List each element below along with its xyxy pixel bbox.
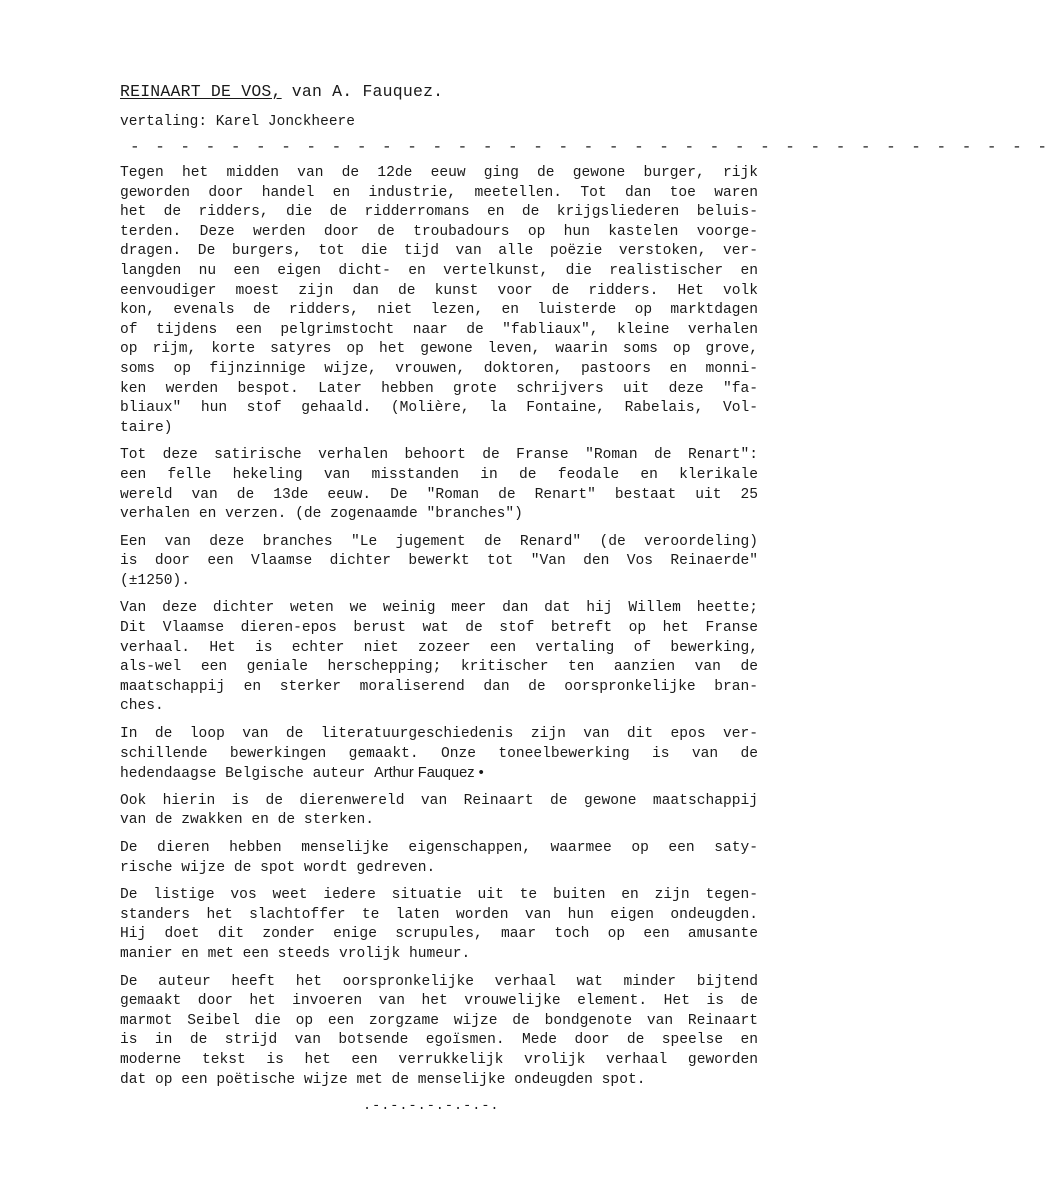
- text-line: (±1250).: [120, 572, 191, 589]
- document-title: [120, 82, 443, 101]
- text-line: De listige vos weet iedere situatie uit te buiten en zijn tegen-: [120, 887, 758, 904]
- text-line: verhalen en verzen. (de zogenaamde "branches"): [120, 506, 523, 523]
- text-line: De auteur heeft het oorspronkelijke verhaal wat minder bijtend: [120, 973, 758, 990]
- text-line: rische wijze de spot wordt gedreven.: [120, 859, 436, 876]
- paragraph: [120, 973, 758, 1091]
- text-line: Tegen het midden van de 12de eeuw ging de gewone burger, rijk: [120, 165, 758, 181]
- text-line: De dieren hebben menselijke eigenschappen, waarmee op een saty-: [120, 840, 758, 856]
- text-line: ches.: [120, 698, 164, 715]
- translator-line: vertaling: Karel Jonckheere: [120, 114, 355, 130]
- paragraph: [120, 725, 758, 784]
- text-line: wereld van de 13de eeuw. De "Roman de Renart" bestaat uit 25: [120, 486, 758, 503]
- paragraph: [120, 886, 758, 964]
- text-line: van de zwakken en de sterken.: [120, 812, 374, 829]
- text-line: is in de strijd van botsende egoïsmen. Mede door de speelse en: [120, 1032, 758, 1049]
- text-line: moderne tekst is het een verrukkelijk vrolijk verhaal geworden: [120, 1051, 758, 1068]
- title-main: REINAART DE VOS,: [120, 82, 282, 101]
- text-line: In de loop van de literatuurgeschiedenis zijn van dit epos ver-: [120, 726, 758, 743]
- text-line: Hij doet dit zonder enige scrupules, maar toch op een amusante: [120, 926, 758, 943]
- text-line: [120, 764, 758, 784]
- paragraph: [120, 599, 758, 717]
- text-line: als-wel een geniale herschepping; kritischer ten aanzien van de: [120, 659, 758, 676]
- text-line: langden nu een eigen dicht- en vertelkunst, die realistischer en: [120, 262, 758, 279]
- text-line: of tijdens een pelgrimstocht naar de "fabliaux", kleine verhalen: [120, 321, 758, 338]
- text-line: is door een Vlaamse dichter bewerkt tot "Van den Vos Reinaerde": [120, 553, 758, 570]
- paragraph: [120, 164, 758, 438]
- dashed-rule: - - - - - - - - - - - - - - - - - - - - - - - - - - - - - - - - - - - - -: [130, 138, 1050, 156]
- paragraph: [120, 533, 758, 592]
- text-line: Een van deze branches "Le jugement de Renard" (de veroordeling): [120, 533, 758, 550]
- text-line: gemaakt door het invoeren van het vrouwelijke element. Het is de: [120, 993, 758, 1010]
- text-line: schillende bewerkingen gemaakt. Onze toneelbewerking is van de: [120, 745, 758, 762]
- text-line: dragen. De burgers, tot die tijd van alle poëzie verstoken, ver-: [120, 243, 758, 260]
- paragraph: [120, 792, 758, 831]
- text-line: Dit Vlaamse dieren-epos berust wat de stof betreft op het Franse: [120, 620, 758, 637]
- text-line: standers het slachtoffer te laten worden van hun eigen ondeugden.: [120, 906, 758, 923]
- text-line: verhaal. Het is echter niet zozeer een vertaling of bewerking,: [120, 639, 758, 656]
- text-line: eenvoudiger moest zijn dan de kunst voor de ridders. Het volk: [120, 282, 758, 299]
- text-line: soms op fijnzinnige wijze, vrouwen, doktoren, pastoors en monni-: [120, 360, 758, 377]
- text-line: geworden door handel en industrie, meetellen. Tot dan toe waren: [120, 184, 758, 201]
- text-line: bliaux" hun stof gehaald. (Molière, la Fontaine, Rabelais, Vol-: [120, 400, 758, 417]
- text-line: Van deze dichter weten we weinig meer dan dat hij Willem heette;: [120, 600, 758, 617]
- text-line-prefix: hedendaagse Belgische auteur: [120, 766, 374, 783]
- title-author: van A. Fauquez.: [281, 82, 444, 101]
- text-line: taire): [120, 419, 173, 436]
- text-line: dat op een poëtische wijze met de menselijke ondeugden spot.: [120, 1071, 646, 1088]
- text-line: het de ridders, die de ridderromans en de krijgsliederen beluis-: [120, 204, 758, 221]
- text-line: een felle hekeling van misstanden in de feodale en klerikale: [120, 466, 758, 483]
- text-line: Ook hierin is de dierenwereld van Reinaart de gewone maatschappij: [120, 792, 758, 809]
- text-line: op rijm, korte satyres op het gewone leven, waarin soms op grove,: [120, 341, 758, 358]
- text-line: Tot deze satirische verhalen behoort de Franse "Roman de Renart":: [120, 447, 758, 464]
- text-line: kon, evenals de ridders, niet lezen, en luisterde op marktdagen: [120, 302, 758, 319]
- author-name-inline: Arthur Fauquez •: [373, 765, 484, 782]
- text-line: marmot Seibel die op een zorgzame wijze de bondgenote van Reinaart: [120, 1012, 758, 1029]
- text-line: ken werden bespot. Later hebben grote schrijvers uit deze "fa-: [120, 380, 758, 397]
- end-separator: .-.-.-.-.-.-.-.: [363, 1099, 500, 1114]
- text-line: terden. Deze werden door de troubadours op hun kastelen voorge-: [120, 223, 758, 240]
- paragraph: [120, 839, 758, 878]
- text-line: manier en met een steeds vrolijk humeur.: [120, 945, 471, 962]
- body-text: [120, 164, 758, 1098]
- paragraph: [120, 446, 758, 524]
- text-line: maatschappij en sterker moraliserend dan de oorspronkelijke bran-: [120, 678, 758, 695]
